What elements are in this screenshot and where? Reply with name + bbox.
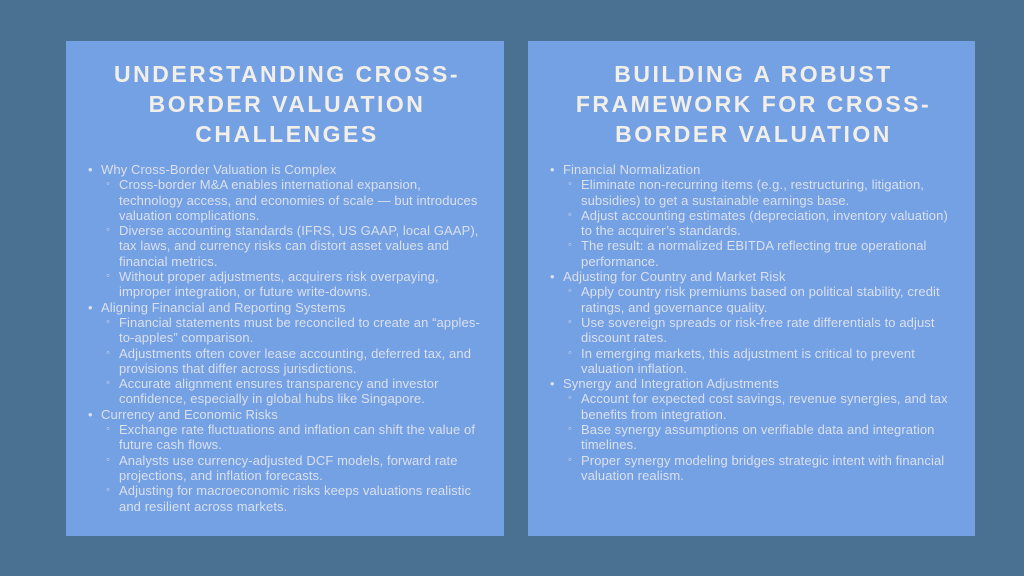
sub-bullet-item bbox=[568, 422, 959, 453]
bullet-circle-icon: ◦ bbox=[568, 285, 572, 298]
sub-bullet-text: Adjusting for macroeconomic risks keeps valuations realistic and resilient across markets. bbox=[119, 483, 472, 514]
bullet-heading-label: Why Cross-Border Valuation is Complex bbox=[101, 162, 337, 177]
bullet-heading bbox=[88, 407, 488, 422]
bullet-circle-icon: ◦ bbox=[568, 453, 572, 466]
slide-title-line: BORDER VALUATION bbox=[148, 91, 426, 117]
bullet-circle-icon: ◦ bbox=[106, 178, 110, 191]
sub-bullet-text: Analysts use currency-adjusted DCF models, forward rate projections, and inflation forecasts. bbox=[119, 452, 458, 483]
bullet-circle-icon: ◦ bbox=[106, 423, 110, 436]
bullet-circle-icon: ◦ bbox=[568, 315, 572, 328]
sub-bullet-text: Account for expected cost savings, revenue synergies, and tax benefits from integration. bbox=[581, 391, 948, 422]
bullet-heading bbox=[550, 162, 959, 177]
sub-bullet-item bbox=[568, 315, 959, 346]
bullet-heading-label: Synergy and Integration Adjustments bbox=[563, 376, 779, 392]
slide-title-line: UNDERSTANDING CROSS- bbox=[113, 61, 461, 87]
slide-title-line: BUILDING A ROBUST bbox=[614, 61, 893, 87]
bullet-circle-icon: ◦ bbox=[106, 315, 110, 328]
sub-bullet-item bbox=[106, 376, 488, 407]
sub-bullet-item bbox=[106, 177, 488, 223]
sub-bullet-item bbox=[106, 315, 488, 346]
bullet-circle-icon: ◦ bbox=[106, 453, 110, 466]
sub-bullet-item bbox=[568, 346, 959, 377]
bullet-dot-icon: • bbox=[550, 162, 555, 177]
bullet-dot-icon: • bbox=[88, 299, 93, 315]
sub-bullet-text: Financial statements must be reconciled to create an “apples-to-apples” comparison. bbox=[119, 314, 480, 346]
slide-body bbox=[86, 162, 488, 514]
sub-bullet-text: Accurate alignment ensures transparency and investor confidence, especially in global hubs like Singapore. bbox=[119, 376, 439, 407]
sub-bullet-text: Base synergy assumptions on verifiable data and integration timelines. bbox=[581, 422, 935, 453]
sub-bullet-text: Without proper adjustments, acquirers risk overpaying, improper integration, or future write-downs. bbox=[119, 269, 439, 300]
bullet-dot-icon: • bbox=[550, 269, 555, 285]
sub-bullet-item bbox=[568, 177, 959, 208]
bullet-heading bbox=[550, 269, 959, 284]
slide-card-1 bbox=[66, 41, 504, 536]
bullet-heading-label: Adjusting for Country and Market Risk bbox=[563, 269, 786, 285]
bullet-circle-icon: ◦ bbox=[568, 239, 572, 252]
slide-body bbox=[548, 162, 959, 483]
bullet-circle-icon: ◦ bbox=[568, 423, 572, 436]
sub-bullet-text: In emerging markets, this adjustment is critical to prevent valuation inflation. bbox=[581, 345, 915, 376]
sub-bullet-item bbox=[568, 453, 959, 484]
bullet-heading bbox=[550, 376, 959, 391]
bullet-heading-label: Financial Normalization bbox=[563, 162, 701, 177]
bullet-dot-icon: • bbox=[88, 406, 93, 422]
sub-bullet-text: The result: a normalized EBITDA reflecting true operational performance. bbox=[581, 238, 927, 269]
bullet-circle-icon: ◦ bbox=[568, 392, 572, 405]
sub-bullet-item bbox=[568, 208, 959, 239]
sub-bullet-text: Apply country risk premiums based on political stability, credit ratings, and governance quality. bbox=[581, 284, 940, 315]
slide-title-line: BORDER VALUATION bbox=[615, 121, 892, 147]
bullet-circle-icon: ◦ bbox=[106, 224, 110, 237]
bullet-circle-icon: ◦ bbox=[106, 484, 110, 497]
sub-bullet-text: Eliminate non-recurring items (e.g., restructuring, litigation, subsidies) to get a sustainable earnings base. bbox=[581, 177, 924, 208]
sub-bullet-text: Exchange rate fluctuations and inflation can shift the value of future cash flows. bbox=[119, 422, 476, 453]
sub-bullet-text: Adjust accounting estimates (depreciation, inventory valuation) to the acquirer’s standards. bbox=[581, 207, 948, 239]
sub-bullet-item bbox=[106, 346, 488, 377]
slide-title bbox=[86, 59, 488, 149]
sub-bullet-item bbox=[106, 453, 488, 484]
sub-bullet-text: Proper synergy modeling bridges strategic intent with financial valuation realism. bbox=[581, 452, 945, 483]
sub-bullet-item bbox=[568, 238, 959, 269]
slide-title-line: CHALLENGES bbox=[195, 121, 379, 147]
sub-bullet-item bbox=[106, 269, 488, 300]
sub-bullet-item bbox=[106, 483, 488, 514]
sub-bullet-text: Adjustments often cover lease accounting, deferred tax, and provisions that differ across jurisdictions. bbox=[119, 345, 472, 376]
sub-bullet-item bbox=[568, 284, 959, 315]
slide-title bbox=[548, 59, 959, 149]
slide-card-2 bbox=[528, 41, 975, 536]
bullet-dot-icon: • bbox=[88, 162, 93, 177]
sub-bullet-item bbox=[106, 422, 488, 453]
sub-bullet-text: Cross-border M&A enables international expansion, technology access, and economies of scale — but introduces valuation complications. bbox=[119, 177, 478, 223]
bullet-circle-icon: ◦ bbox=[568, 346, 572, 359]
bullet-heading bbox=[88, 300, 488, 315]
sub-bullet-item bbox=[568, 391, 959, 422]
sub-bullet-text: Diverse accounting standards (IFRS, US GAAP, local GAAP), tax laws, and currency risks can distort asset values and financial metrics. bbox=[119, 223, 479, 269]
bullet-circle-icon: ◦ bbox=[106, 346, 110, 359]
bullet-circle-icon: ◦ bbox=[106, 377, 110, 390]
sub-bullet-text: Use sovereign spreads or risk-free rate differentials to adjust discount rates. bbox=[581, 314, 935, 346]
sub-bullet-item bbox=[106, 223, 488, 269]
bullet-circle-icon: ◦ bbox=[568, 208, 572, 221]
slide-title-line: FRAMEWORK FOR CROSS- bbox=[575, 91, 932, 117]
bullet-heading bbox=[88, 162, 488, 177]
bullet-dot-icon: • bbox=[550, 376, 555, 392]
bullet-heading-label: Aligning Financial and Reporting Systems bbox=[101, 299, 346, 315]
bullet-circle-icon: ◦ bbox=[106, 270, 110, 283]
bullet-circle-icon: ◦ bbox=[568, 178, 572, 191]
bullet-heading-label: Currency and Economic Risks bbox=[101, 406, 278, 422]
